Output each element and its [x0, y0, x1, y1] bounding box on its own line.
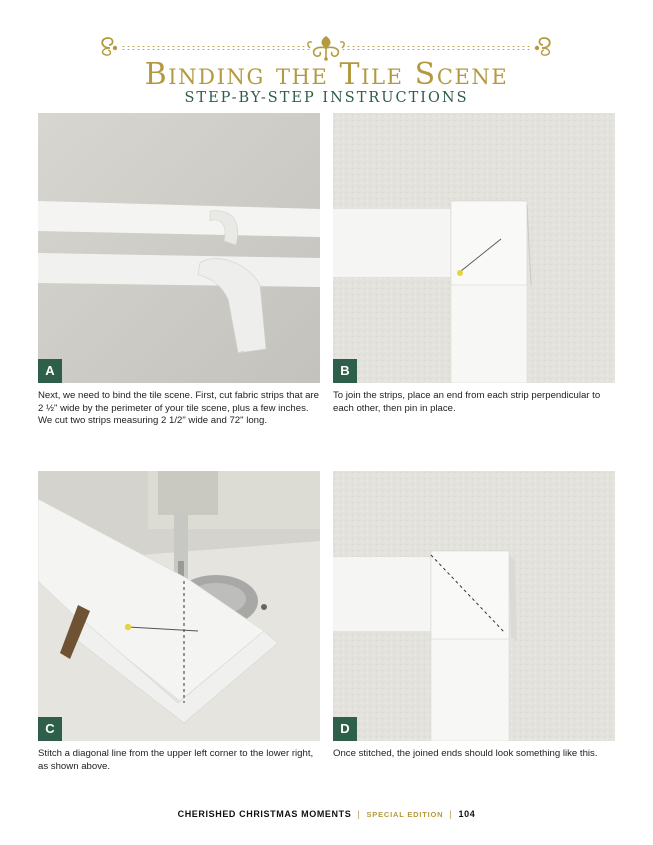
- step-badge-c: C: [38, 717, 62, 741]
- step-badge-b: B: [333, 359, 357, 383]
- photo-step-a: [38, 113, 320, 383]
- step-badge-a: A: [38, 359, 62, 383]
- caption-step-b: To join the strips, place an end from each strip perpendicular to each other, then pin in place.: [333, 390, 601, 414]
- photo-step-b: [333, 113, 615, 383]
- photo-step-d: [333, 471, 615, 741]
- footer-page-number: 104: [458, 809, 476, 819]
- caption-step-a: Next, we need to bind the tile scene. First, cut fabric strips that are 2 ½" wide by the perimeter of your tile scene, plus a few inches. We cut two strips measuring 2 1/2" wide and 72" long.: [38, 390, 320, 427]
- footer-publication: CHERISHED CHRISTMAS MOMENTS: [177, 809, 352, 819]
- page-footer: [0, 809, 653, 819]
- caption-step-c: Stitch a diagonal line from the upper left corner to the lower right, as shown above.: [38, 748, 314, 772]
- photo-step-c: [38, 471, 320, 741]
- footer-separator-2: |: [449, 809, 453, 819]
- footer-separator: |: [357, 809, 361, 819]
- footer-edition: SPECIAL EDITION: [366, 810, 444, 819]
- page-subtitle: STEP-BY-STEP INSTRUCTIONS: [184, 90, 469, 106]
- step-badge-d: D: [333, 717, 357, 741]
- page-title: Binding the Tile Scene: [144, 57, 509, 92]
- caption-step-d: Once stitched, the joined ends should look something like this.: [333, 748, 598, 759]
